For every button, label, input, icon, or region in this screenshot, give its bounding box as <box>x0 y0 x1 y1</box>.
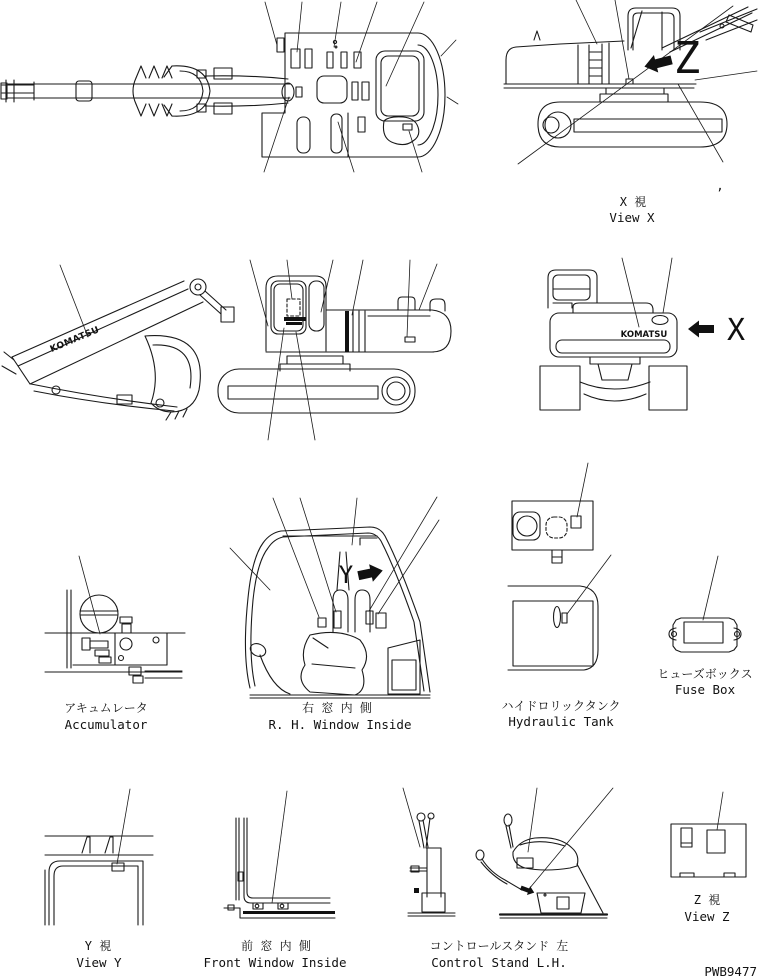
hydraulic-tank-caption-en: Hydraulic Tank <box>508 714 614 729</box>
rh-window-caption-en: R. H. Window Inside <box>268 717 412 732</box>
accumulator-caption-en: Accumulator <box>64 717 148 732</box>
excavator-top-view-drawing <box>1 2 458 172</box>
control-stand-drawing <box>403 788 613 918</box>
komatsu-counterweight-logo: KOMATSU <box>620 330 668 340</box>
hydraulic-tank-drawing <box>508 463 611 670</box>
view-x-caption-jp: X 視 <box>619 195 647 209</box>
front-window-inside-drawing <box>224 791 335 918</box>
view-direction-arrow-y-icon <box>356 562 384 585</box>
marker-letter-z: Z <box>673 33 701 84</box>
fuse-box-drawing <box>669 556 741 652</box>
rh-window-caption-jp: 右 窓 内 側 <box>302 701 372 715</box>
marker-letter-x: X <box>726 313 746 348</box>
accumulator-drawing <box>45 556 185 683</box>
view-direction-arrow-z-icon <box>642 51 674 75</box>
marker-letter-y: Y <box>338 561 354 589</box>
view-z-drawing <box>671 792 746 877</box>
control-stand-caption-jp: コントロールスタンド 左 <box>429 939 569 953</box>
view-y-caption-jp: Y 視 <box>84 939 112 953</box>
fuse-box-caption-en: Fuse Box <box>674 682 736 697</box>
view-z-caption-en: View Z <box>684 909 730 924</box>
stray-comma-mark: , <box>716 178 724 193</box>
part-number: PWB9477 <box>704 964 757 979</box>
view-direction-arrow-x-icon <box>688 321 714 338</box>
excavator-side-view-drawing <box>2 260 451 440</box>
view-x-caption-en: View X <box>609 210 655 225</box>
control-stand-caption-en: Control Stand L.H. <box>431 955 567 970</box>
view-y-drawing <box>45 789 153 925</box>
view-y-caption-en: View Y <box>76 955 122 970</box>
front-window-caption-jp: 前 窓 内 側 <box>241 939 311 953</box>
view-x-drawing <box>504 0 757 164</box>
control-stand-pointer-arrow-icon <box>519 883 536 897</box>
view-z-caption-jp: Z 視 <box>693 893 721 907</box>
front-window-caption-en: Front Window Inside <box>203 955 347 970</box>
hydraulic-tank-caption-jp: ハイドロリックタンク <box>501 699 621 713</box>
komatsu-boom-logo: KOMATSU <box>48 325 102 355</box>
accumulator-caption-jp: アキュムレータ <box>64 701 148 715</box>
fuse-box-caption-jp: ヒューズボックス <box>657 667 753 681</box>
rh-window-inside-drawing <box>230 497 439 698</box>
